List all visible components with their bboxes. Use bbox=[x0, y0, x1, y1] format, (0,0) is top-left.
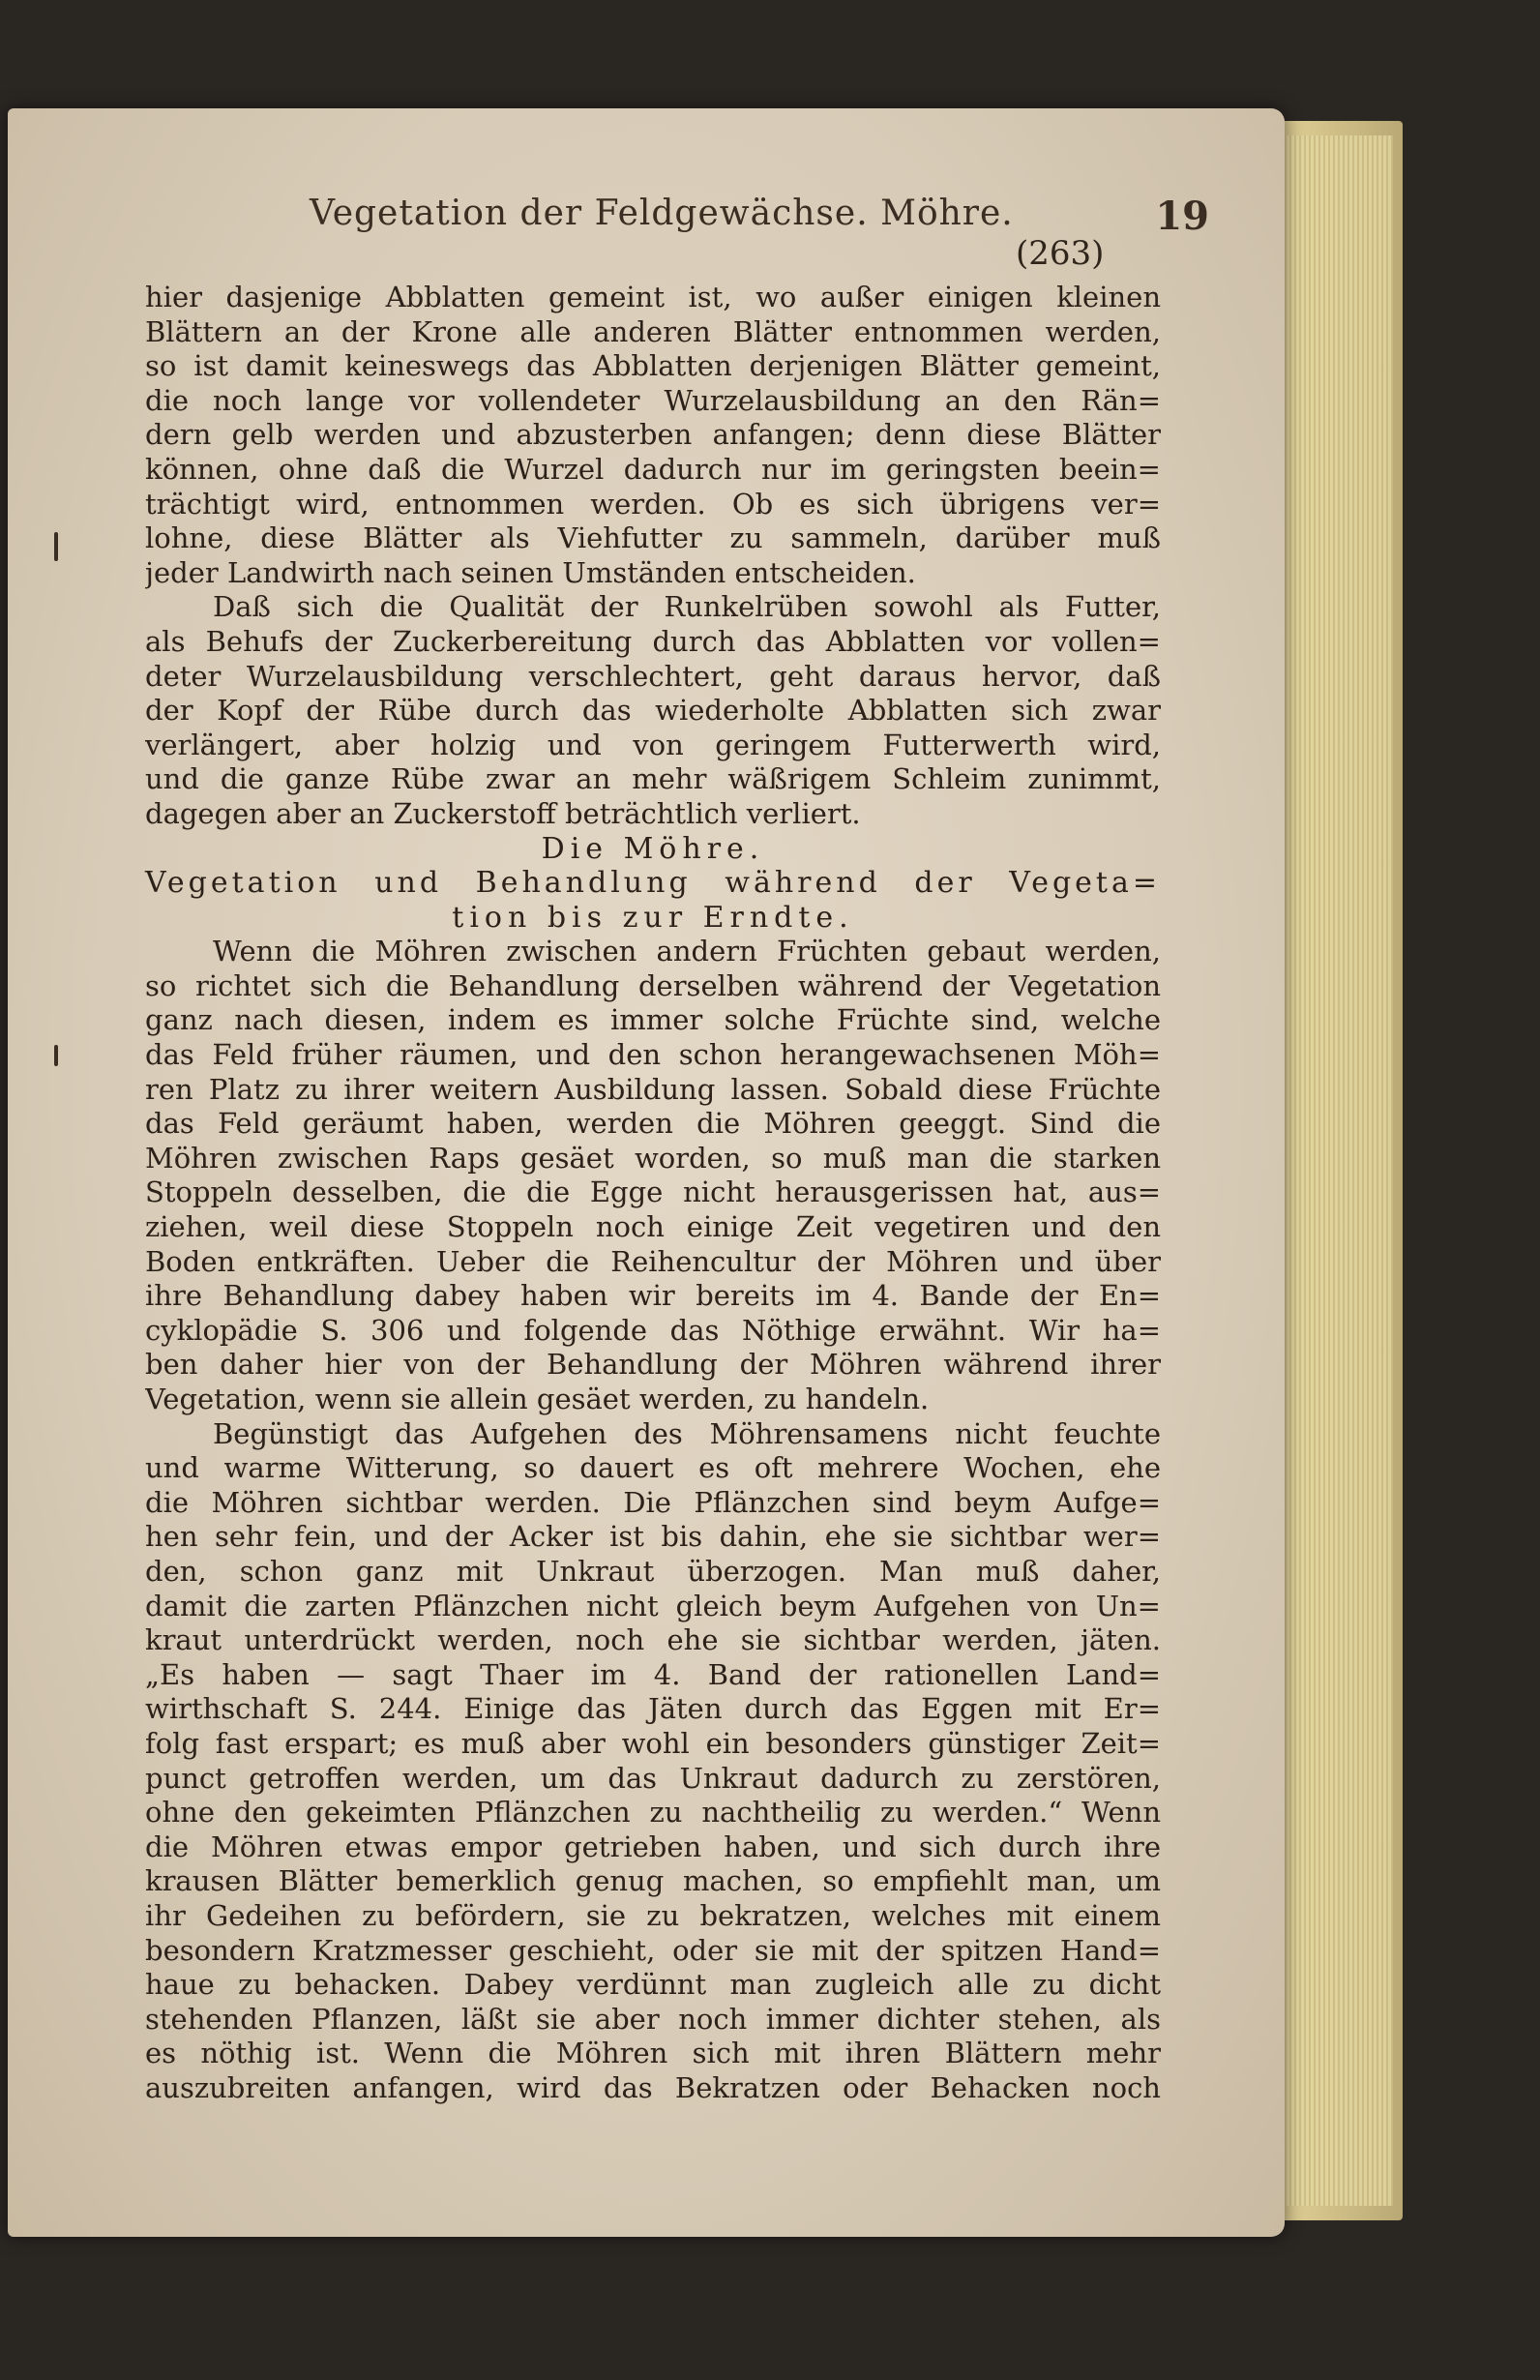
text-line: der Kopf der Rübe durch das wiederholte Abblatten sich zwar bbox=[145, 694, 1161, 728]
text-line: den, schon ganz mit Unkraut überzogen. Man muß daher, bbox=[145, 1554, 1161, 1588]
text-line: krausen Blätter bemerklich genug machen, so empfiehlt man, um bbox=[145, 1864, 1161, 1898]
text-line: ihre Behandlung dabey haben wir bereits im 4. Bande der En= bbox=[145, 1279, 1161, 1313]
running-head: Vegetation der Feldgewächse. Möhre. bbox=[310, 193, 1014, 233]
text-line: das Feld früher räumen, und den schon herangewachsenen Möh= bbox=[145, 1038, 1161, 1072]
text-line: trächtigt wird, entnommen werden. Ob es sich übrigens ver= bbox=[145, 487, 1161, 521]
text-line: dagegen aber an Zuckerstoff beträchtlich verliert. bbox=[145, 796, 861, 830]
text-line: wirthschaft S. 244. Einige das Jäten durch das Eggen mit Er= bbox=[145, 1692, 1161, 1726]
text-line: Begünstigt das Aufgehen des Möhrensamens nicht feuchte bbox=[213, 1416, 1161, 1450]
text-line: deter Wurzelausbildung verschlechtert, geht daraus hervor, daß bbox=[145, 659, 1161, 693]
text-line: das Feld geräumt haben, werden die Möhren geeggt. Sind die bbox=[145, 1107, 1161, 1141]
text-line: ohne den gekeimten Pflänzchen zu nachtheilig zu werden.“ Wenn bbox=[145, 1796, 1161, 1830]
text-line: Vegetation, wenn sie allein gesäet werden, zu handeln. bbox=[145, 1383, 930, 1415]
text-line: ren Platz zu ihrer weitern Ausbildung lassen. Sobald diese Früchte bbox=[145, 1072, 1161, 1106]
text-line: damit die zarten Pflänzchen nicht gleich beym Aufgehen von Un= bbox=[145, 1589, 1161, 1622]
text-line: jeder Landwirth nach seinen Umständen entscheiden. bbox=[145, 555, 916, 589]
text-line: haue zu behacken. Dabey verdünnt man zugleich alle zu dicht bbox=[145, 1968, 1161, 2002]
text-line: ihr Gedeihen zu befördern, sie zu bekratzen, welches mit einem bbox=[145, 1898, 1161, 1932]
text-line: Wenn die Möhren zwischen andern Früchten gebaut werden, bbox=[213, 935, 1161, 968]
text-line: punct getroffen werden, um das Unkraut dadurch zu zerstören, bbox=[145, 1761, 1161, 1795]
text-line: ganz nach diesen, indem es immer solche Früchte sind, welche bbox=[145, 1003, 1161, 1037]
text-line: als Behufs der Zuckerbereitung durch das Abblatten vor vollen= bbox=[145, 624, 1161, 658]
print-page-number: (263) bbox=[1016, 234, 1105, 273]
page-edges bbox=[1287, 135, 1393, 2206]
text-line: Möhren zwischen Raps gesäet worden, so muß man die starken bbox=[145, 1141, 1161, 1175]
text-line: dern gelb werden und abzusterben anfangen; denn diese Blätter bbox=[145, 418, 1161, 452]
section-heading: Vegetation und Behandlung während der Vegeta= bbox=[145, 866, 1161, 901]
text-line: besondern Kratzmesser geschieht, oder sie mit der spitzen Hand= bbox=[145, 1933, 1161, 1967]
text-line: kraut unterdrückt werden, noch ehe sie sichtbar werden, jäten. bbox=[145, 1623, 1161, 1657]
text-line: die Möhren sichtbar werden. Die Pflänzchen sind beym Aufge= bbox=[145, 1485, 1161, 1519]
text-line: cyklopädie S. 306 und folgende das Nöthige erwähnt. Wir ha= bbox=[145, 1313, 1161, 1347]
text-line: lohne, diese Blätter als Viehfutter zu sammeln, darüber muß bbox=[145, 521, 1161, 555]
text-line: es nöthig ist. Wenn die Möhren sich mit ihren Blättern mehr bbox=[145, 2037, 1161, 2070]
text-line: hier dasjenige Abblatten gemeint ist, wo außer einigen kleinen bbox=[145, 281, 1161, 313]
text-line: „Es haben — sagt Thaer im 4. Band der rationellen Land= bbox=[145, 1657, 1161, 1691]
text-line: die noch lange vor vollendeter Wurzelausbildung an den Rän= bbox=[145, 383, 1161, 417]
text-line: ziehen, weil diese Stoppeln noch einige Zeit vegetiren und den bbox=[145, 1210, 1161, 1244]
text-line: Boden entkräften. Ueber die Reihencultur der Möhren und über bbox=[145, 1244, 1161, 1278]
page-number: 19 bbox=[1155, 193, 1209, 239]
section-heading: Die Möhre. bbox=[541, 831, 765, 866]
text-line: hen sehr fein, und der Acker ist bis dahin, ehe sie sichtbar wer= bbox=[145, 1520, 1161, 1554]
margin-mark bbox=[54, 1045, 58, 1066]
text-line: ben daher hier von der Behandlung der Möhren während ihrer bbox=[145, 1348, 1161, 1382]
text-line: Stoppeln desselben, die die Egge nicht herausgerissen hat, aus= bbox=[145, 1175, 1161, 1209]
text-line: und die ganze Rübe zwar an mehr wäßrigem Schleim zunimmt, bbox=[145, 762, 1161, 796]
text-line: die Möhren etwas empor getrieben haben, und sich durch ihre bbox=[145, 1830, 1161, 1863]
text-line: so ist damit keineswegs das Abblatten derjenigen Blätter gemeint, bbox=[145, 349, 1161, 383]
text-line: und warme Witterung, so dauert es oft mehrere Wochen, ehe bbox=[145, 1451, 1161, 1485]
text-line: auszubreiten anfangen, wird das Bekratzen oder Behacken noch bbox=[145, 2070, 1161, 2104]
text-line: Blättern an der Krone alle anderen Blätter entnommen werden, bbox=[145, 314, 1161, 348]
text-line: stehenden Pflanzen, läßt sie aber noch immer dichter stehen, als bbox=[145, 2002, 1161, 2036]
section-heading: tion bis zur Erndte. bbox=[452, 900, 854, 935]
text-line: folg fast erspart; es muß aber wohl ein besonders günstiger Zeit= bbox=[145, 1726, 1161, 1760]
margin-mark bbox=[54, 532, 58, 561]
body-text bbox=[145, 281, 1161, 2105]
text-line: so richtet sich die Behandlung derselben während der Vegetation bbox=[145, 968, 1161, 1002]
text-line: können, ohne daß die Wurzel dadurch nur im geringsten beein= bbox=[145, 452, 1161, 486]
text-line: verlängert, aber holzig und von geringem Futterwerth wird, bbox=[145, 728, 1161, 761]
text-line: Daß sich die Qualität der Runkelrüben sowohl als Futter, bbox=[213, 590, 1161, 624]
